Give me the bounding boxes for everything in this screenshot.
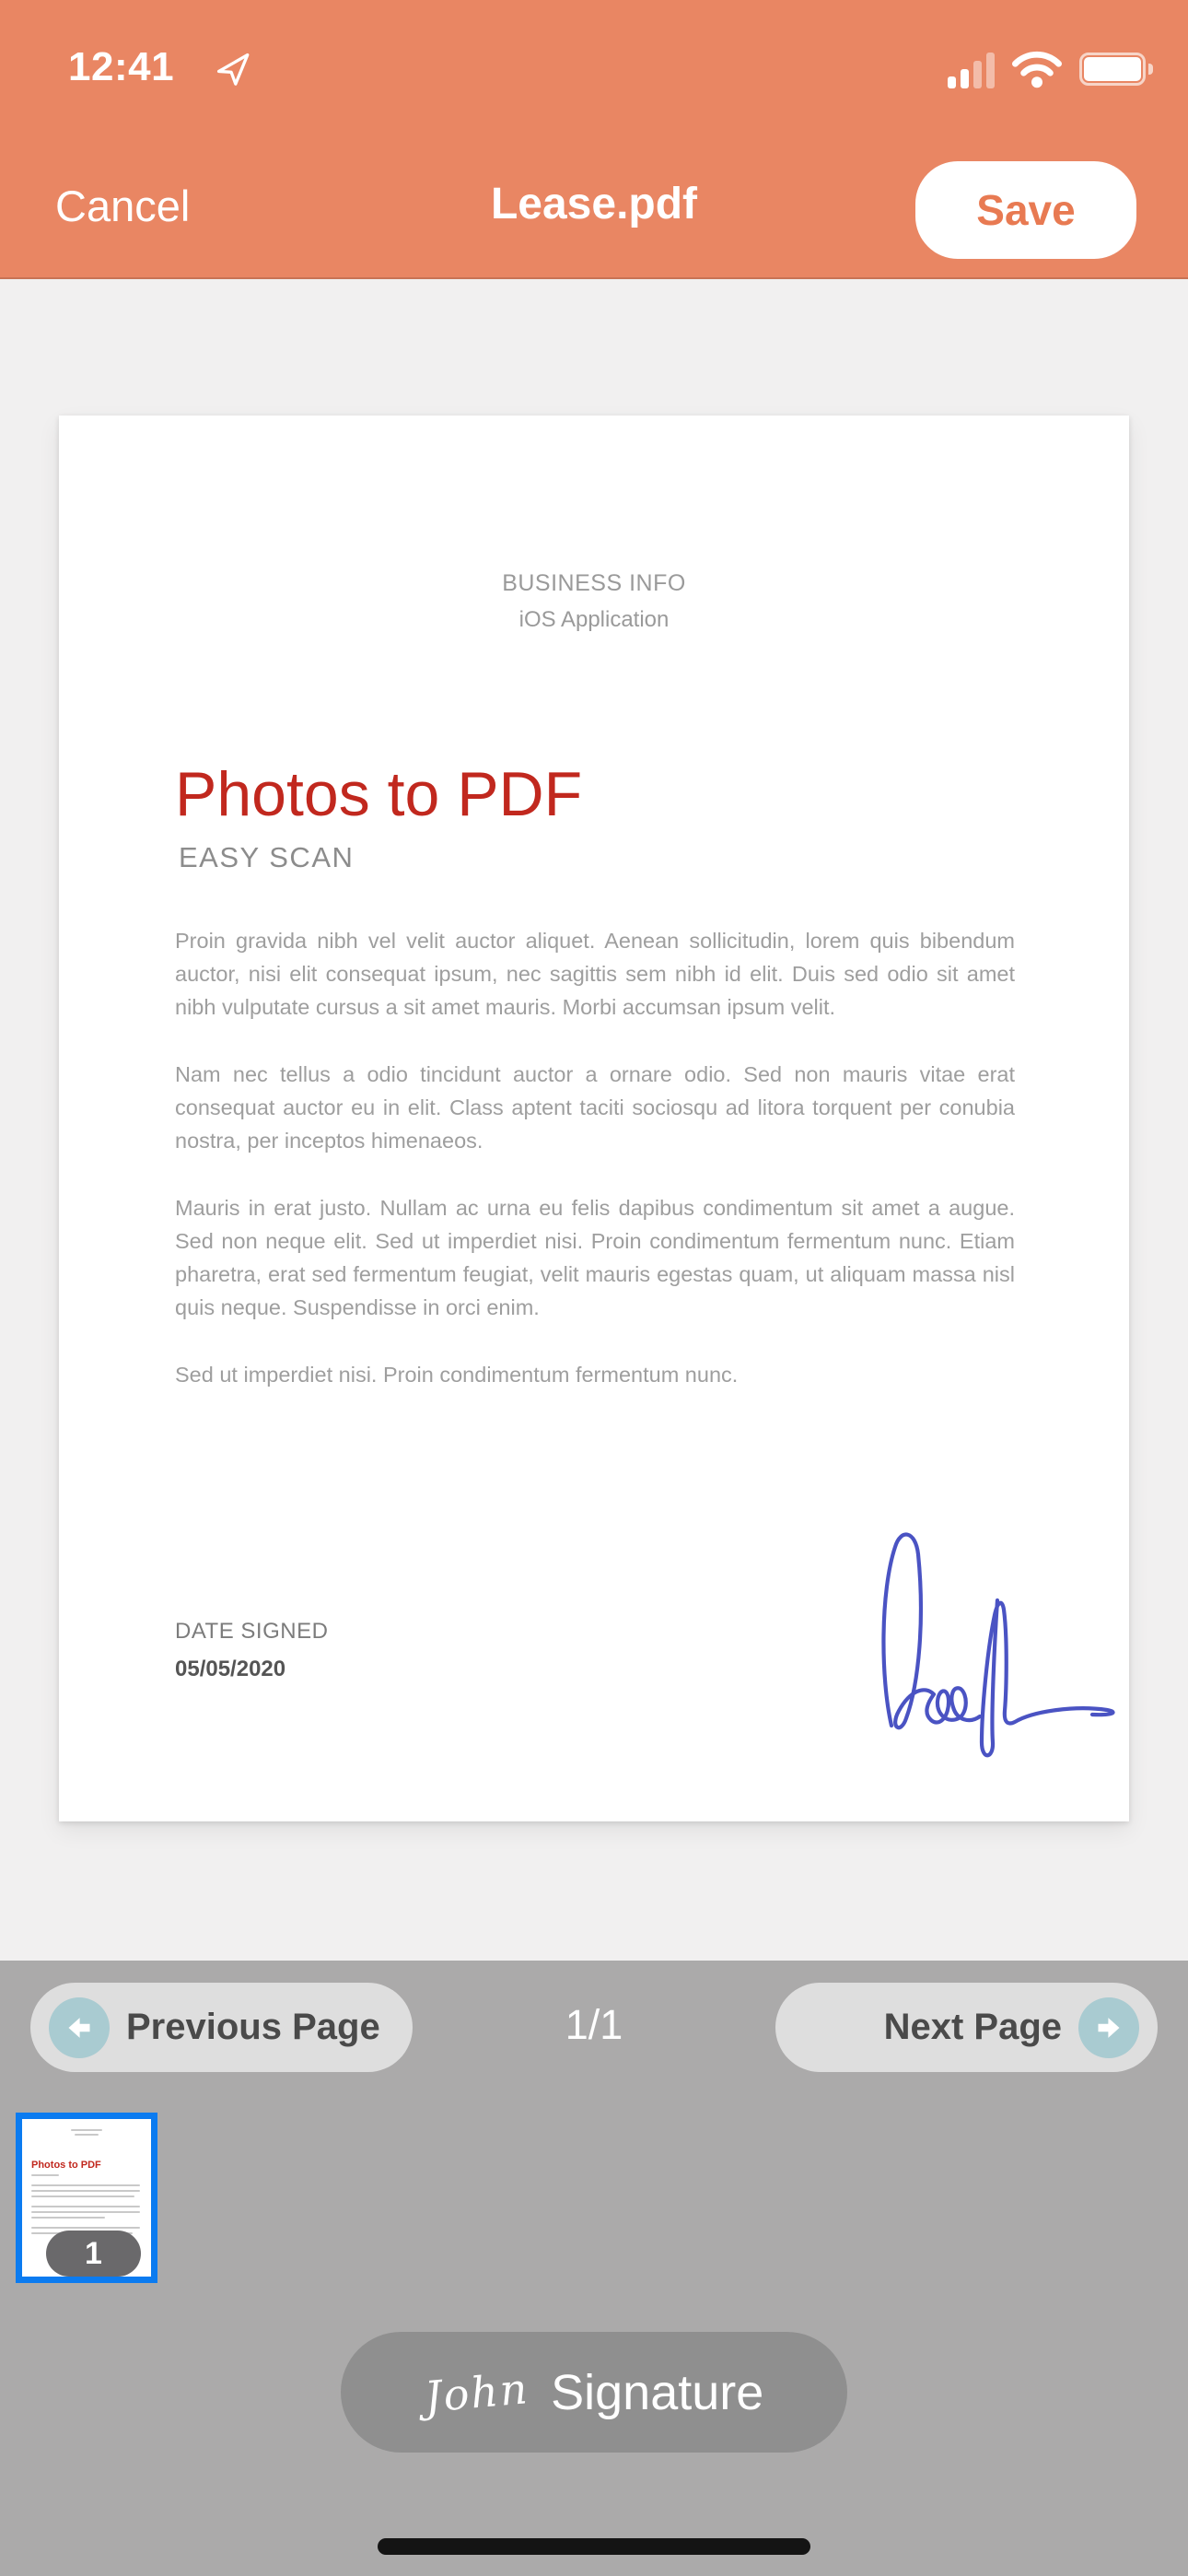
date-signed-value: 05/05/2020 bbox=[175, 1657, 286, 1681]
next-arrow-icon bbox=[1078, 1997, 1139, 2058]
document-title: Lease.pdf bbox=[490, 180, 698, 228]
document-subheading: EASY SCAN bbox=[179, 841, 355, 873]
handwritten-signature[interactable] bbox=[847, 1512, 1124, 1761]
status-bar bbox=[0, 42, 1188, 98]
page-thumbnail[interactable] bbox=[16, 2113, 157, 2283]
header-bar bbox=[0, 0, 1188, 279]
date-signed-block bbox=[175, 1619, 328, 1682]
paragraph-1: Proin gravida nibh vel velit auctor aliquet. Aenean sollicitudin, lorem quis bibendum auctor, nisi elit consequat ipsum, nec sagittis sem nibh id elit. Duis sed odio sit amet nibh vulputate cursus a sit amet mauris. Morbi accumsan ipsum velit. bbox=[175, 929, 1015, 1019]
signature-script-preview: John bbox=[422, 2362, 531, 2422]
paragraph-2: Nam nec tellus a odio tincidunt auctor a ornare odio. Sed non mauris vitae erat consequat auctor eu in elit. Class aptent taciti sociosqu ad litora torquent per conubia nostra, per inceptos himenaeos. bbox=[175, 1062, 1015, 1153]
next-page-button[interactable] bbox=[775, 1983, 1158, 2072]
letterhead-line1: BUSINESS INFO bbox=[502, 570, 686, 596]
status-icons bbox=[948, 50, 1146, 88]
battery-icon bbox=[1079, 53, 1146, 86]
bottom-toolbar bbox=[0, 1961, 1188, 2576]
signature-tool-button[interactable] bbox=[341, 2332, 847, 2453]
thumbnail-page-number-badge: 1 bbox=[46, 2231, 141, 2277]
home-indicator[interactable] bbox=[378, 2538, 810, 2555]
document-heading: Photos to PDF bbox=[175, 759, 583, 829]
document-body bbox=[175, 924, 1015, 1391]
save-button[interactable] bbox=[915, 161, 1136, 259]
location-arrow-icon bbox=[214, 50, 252, 93]
signature-button-label: Signature bbox=[551, 2364, 764, 2420]
cancel-button[interactable]: Cancel bbox=[55, 181, 191, 230]
navigation-bar bbox=[0, 155, 1188, 263]
page-indicator: 1/1 bbox=[565, 2001, 623, 2048]
letterhead-line2: iOS Application bbox=[518, 607, 670, 632]
paragraph-3: Mauris in erat justo. Nullam ac urna eu felis dapibus condimentum sit amet a augue. Sed non neque elit. Sed ut imperdiet nisi. Proin condimentum fermentum nunc. Etiam pharetra, erat sed fermentum feugiat, velit mauris egestas quam, ut aliquam massa nisl quis neque. Suspendisse in orci enim. bbox=[175, 1196, 1015, 1319]
status-time: 12:41 bbox=[68, 44, 175, 89]
save-button-label: Save bbox=[976, 186, 1076, 234]
date-signed-label: DATE SIGNED bbox=[175, 1619, 329, 1644]
thumbnail-mini-title: Photos to PDF bbox=[31, 2160, 101, 2171]
letterhead bbox=[59, 570, 1129, 633]
paragraph-4: Sed ut imperdiet nisi. Proin condimentum fermentum nunc. bbox=[175, 1363, 739, 1387]
pdf-page[interactable] bbox=[59, 416, 1129, 1821]
wifi-icon bbox=[1011, 50, 1063, 88]
signal-strength-icon bbox=[948, 50, 995, 88]
next-page-label: Next Page bbox=[883, 2007, 1062, 2047]
document-viewer bbox=[0, 279, 1188, 1961]
previous-page-label: Previous Page bbox=[126, 2007, 380, 2047]
